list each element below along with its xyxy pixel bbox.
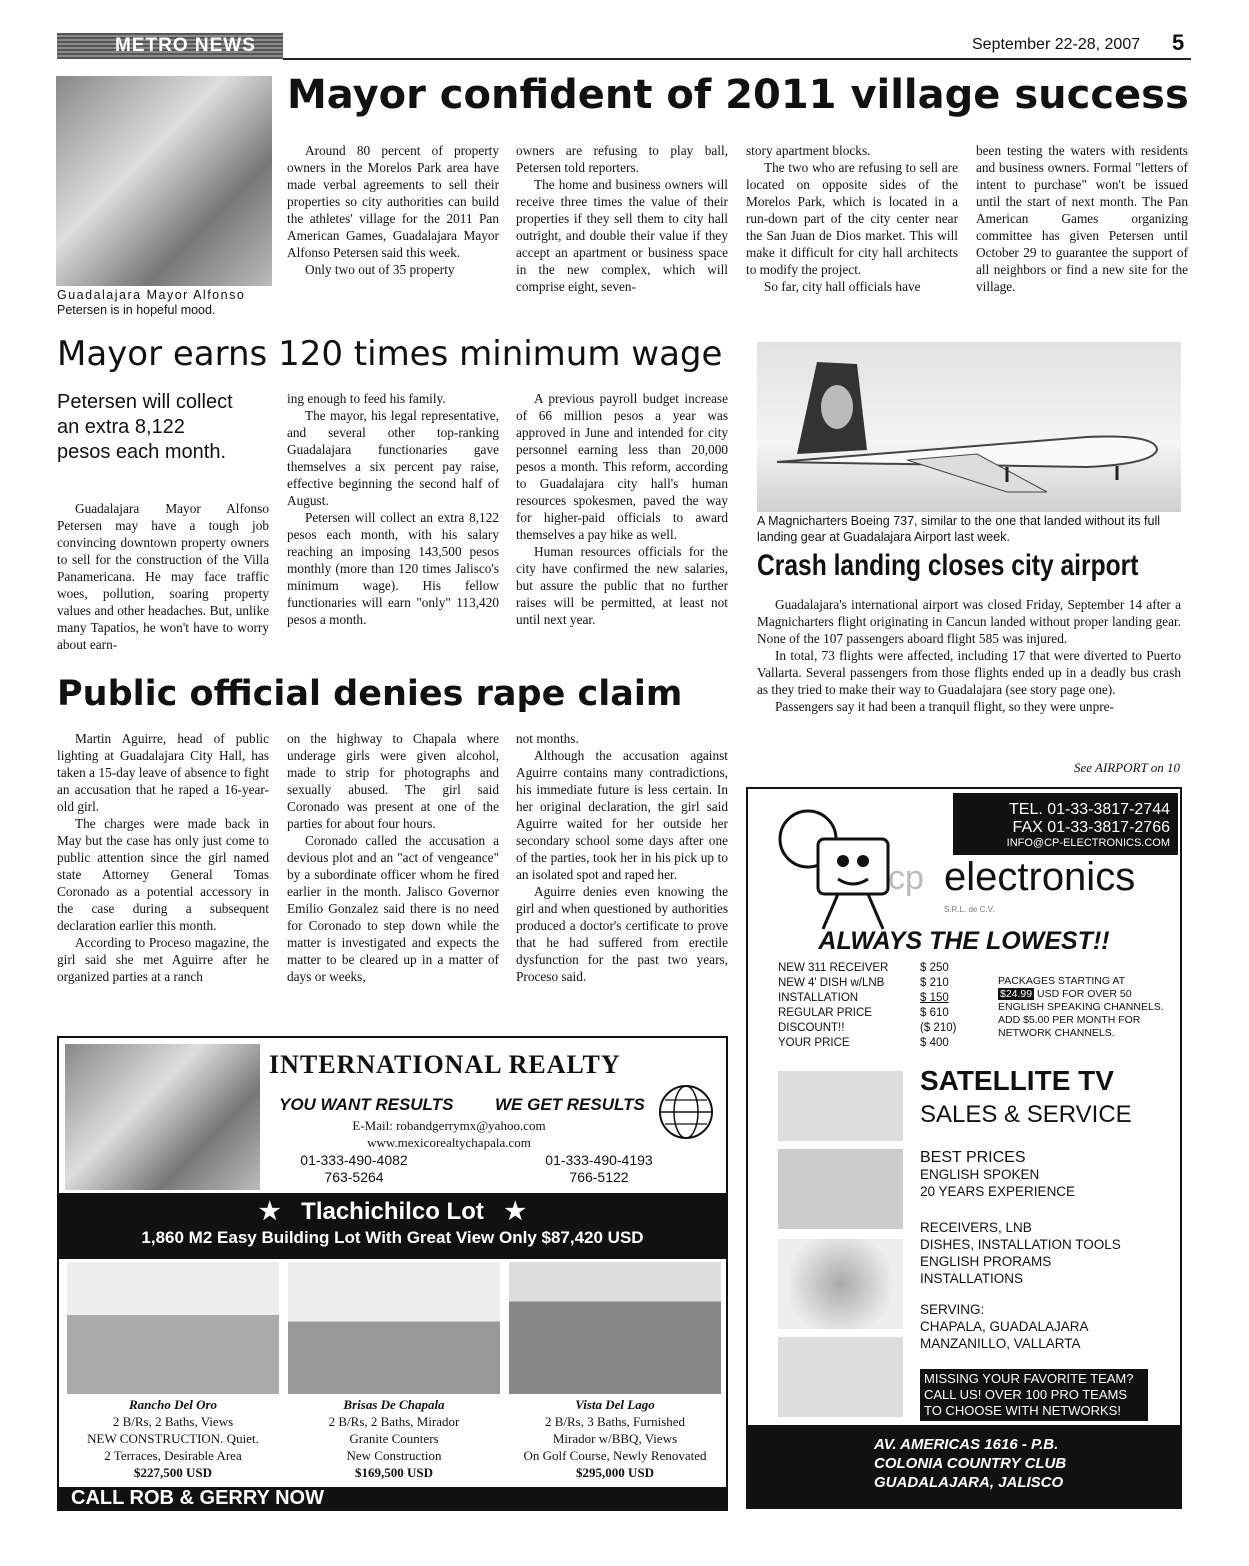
airplane-caption: A Magnicharters Boeing 737, similar to the one that landed without its full landing gear at Guadalajara Airport last week. [757,514,1161,544]
caption-line-2: Petersen is in hopeful mood. [57,303,216,317]
lot-title: Tlachichilco Lot [301,1198,484,1225]
satellite-dish-photo [778,1071,903,1141]
story2-col2: ing enough to feed his family. The mayor, his legal representative, and several other top-ranking Guadalajara functionaries gave themselves a six percent pay raise, effective beginning the second half of August. Petersen will collect an extra 8,122 pesos each month, with his salary reaching an imposing 143,500 pesos monthly (more than 120 times Jalisco's minimum wage). His fellow functionaries will earn "only" 113,420 pesos a month. [287,391,499,627]
airplane-photo [757,342,1181,512]
price-row: NEW 4' DISH w/LNB $ 210 [778,977,949,989]
service-areas: SERVING: CHAPALA, GUADALAJARA MANZANILLO, VALLARTA [920,1302,1089,1351]
story4-body: Guadalajara's international airport was closed Friday, September 14 after a Magnicharters flight originating in Cancun landed without proper landing gear. None of the 107 passengers aboard flight 585 was injured. In total, 73 flights were affected, including 17 that were diverted to Puerto Vallarta. Several passengers from those flights ended up in a deadly bus crash as they tried to make their way to Guadalajara (see story page one). Passengers say it had been a tranquil flight, so they were unpre- [757,597,1181,714]
price-row: DISCOUNT!! ($ 210) [778,1022,957,1034]
address-box: AV. AMERICAS 1616 - P.B. COLONIA COUNTRY CLUB GUADALAJARA, JALISCO [748,1425,1180,1507]
price-list [778,961,978,1051]
phone-1: 01-333-490-4082 763-5264 [300,1152,408,1185]
house-photo-3 [509,1262,721,1394]
cp-email: INFO@CP-ELECTRONICS.COM [1006,837,1170,849]
cp-tagline: ALWAYS THE LOWEST!! [818,927,1110,955]
realty-website: www.mexicorealtychapala.com [367,1135,531,1150]
headline-story2: Mayor earns 120 times minimum wage [57,334,723,374]
story3-col1: Martin Aguirre, head of public lighting at Guadalajara City Hall, has taken a 15-day leave of absence to fight an accusation that he raped a 16-year-old girl. The charges were made back in May but the case has only just come to public attention since the girl named state Attorney General Tomas Coronado as a potential accessory in the case during a subsequent declaration earlier this month. According to Proceso magazine, the girl said she met Aguirre after he organized parties at a ranch [57,731,269,984]
realty-ad [57,1036,728,1511]
dish-photo [778,1239,903,1329]
van-photo [778,1149,903,1229]
contact-box [953,793,1178,855]
photo-caption [57,288,277,318]
airplane-icon [757,342,1181,512]
listing-3: Vista Del Lago 2 B/Rs, 3 Baths, Furnished Mirador w/BBQ, Views On Golf Course, Newly Renovated $295,000 USD [523,1397,707,1480]
cp-brand: electronics [944,855,1136,899]
headline-story3: Public official denies rape claim [57,674,683,714]
story2-col1: Guadalajara Mayor Alfonso Petersen may have a tough job convincing downtown property owners to sell for the construction of the Villa Panamericana. He may face traffic woes, pollution, soaring property values and other headaches. But, unlike many Tapatios, he won't have to worry about earn- [57,501,269,652]
section-banner [57,33,283,59]
slogan-right: WE GET RESULTS [495,1095,645,1114]
story1-col4: been testing the waters with residents and business owners. Formal "letters of intent to purchase" won't be issued until the start of next month. The Pan American Games organizing committee has given Petersen until October 29 to guarantee the support of all neighbors or find a new site for the village. [976,143,1188,294]
realty-email: E-Mail: robandgerrymx@yahoo.com [352,1118,546,1133]
header-rule [283,58,1191,60]
story1-col2: owners are refusing to play ball, Petersen told reporters. The home and business owners will receive three times the value of their properties if they sell them to city hall outright, and double their value if they accept an apartment or business space in the new complex, which will comprise eight, seven- [516,143,728,294]
headline-story4: Crash landing closes city airport [757,549,1139,582]
tools-photo [778,1337,903,1417]
lot-banner [59,1193,726,1259]
issue-date: September 22-28, 2007 [972,36,1141,53]
globe-icon [651,1082,721,1142]
sat-subtitle: SALES & SERVICE [920,1101,1132,1128]
star-icon: ★ [258,1198,281,1225]
headline-story1: Mayor confident of 2011 village success [287,72,1189,118]
fax-number: FAX 01-33-3817-2766 [1012,819,1170,836]
story1-col1: Around 80 percent of property owners in the Morelos Park area have made verbal agreements to sell their properties so city authorities can build the athletes' village for the 2011 Pan American Games, Guadalajara Mayor Alfonso Petersen said this week. Only two out of 35 property [287,143,499,277]
price-row: NEW 311 RECEIVER $ 250 [778,962,949,974]
lot-description: 1,860 M2 Easy Building Lot With Great View Only $87,420 USD [141,1228,644,1247]
story4-jump: See AIRPORT on 10 [1073,760,1180,775]
packages-info: PACKAGES STARTING AT $24.99 USD FOR OVER 50 ENGLISH SPEAKING CHANNELS. ADD $5.00 PER MONTH FOR NETWORK CHANNELS. [998,975,1164,1039]
story2-deck: Petersen will collect an extra 8,122 pesos each month. [57,391,233,463]
slogan-left: YOU WANT RESULTS [279,1095,454,1114]
story1-col3: story apartment blocks. The two who are refusing to sell are located on opposite sides of the Morelos Park, which is located in a run-down part of the city center near the San Juan de Dios market. This will make it difficult for city hall architects to modify the project. So far, city hall officials have [746,143,958,294]
phone-2: 01-333-490-4193 766-5122 [545,1152,653,1185]
price-row: REGULAR PRICE $ 610 [778,1007,949,1019]
caption-line-1: Guadalajara Mayor Alfonso [57,288,246,302]
agents-photo [65,1044,260,1190]
sat-title: SATELLITE TV [920,1065,1114,1096]
call-banner [59,1487,726,1509]
cp-electronics-ad [746,787,1182,1509]
call-cta: CALL ROB & GERRY NOW [71,1487,324,1509]
listing-1: Rancho Del Oro 2 B/Rs, 2 Baths, Views NEW CONSTRUCTION. Quiet. 2 Terraces, Desirable Area $227,500 USD [87,1397,259,1480]
price-row: INSTALLATION $ 150 [778,992,949,1004]
benefits: BEST PRICES ENGLISH SPOKEN 20 YEARS EXPERIENCE [920,1149,1076,1199]
services: RECEIVERS, LNB DISHES, INSTALLATION TOOLS ENGLISH PRORAMS INSTALLATIONS [920,1220,1121,1286]
story2-col3: A previous payroll budget increase of 66 million pesos a year was approved in June and intended for city personnel earning less than 20,000 pesos a month. This reform, according to Guadalajara city hall's human resources spokesmen, paved the way for higher-paid officials to award themselves a pay hike as well. Human resources officials for the city have confirmed the new salaries, but assure the public that no further raises will be permitted, at least not until next year. [516,391,728,627]
mayor-photo [56,76,272,286]
story3-col2: on the highway to Chapala where underage girls were given alcohol, made to strip for photographs and sexually abused. The girl said Coronado was present at one of the parties for about four hours. Coronado called the accusation a devious plot and an "act of vengeance" by a subordinate officer whom he fired earlier in the month. Jalisco Governor Emilio Gonzalez said there is no need for Coronado to step down while the matter is investigated and expects the matter to be cleared up in a matter of days or weeks, [287,731,499,984]
cp-logo-mark: cp [888,859,924,897]
star-icon: ★ [504,1198,527,1225]
house-photo-2 [288,1262,500,1394]
tel-number: TEL. 01-33-3817-2744 [1009,801,1170,818]
story3-col3: not months. Although the accusation against Aguirre contains many contradictions, his immediate future is less certain. In her original declaration, the girl said Aguirre waited for her outside her secondary school some days after one of the parties, took her in his pick up to an isolated spot and raped her. Aguirre denies even knowing the girl and when questioned by authorities produced a doctor's certificate to prove that he had suffered from erectile dysfunction for the past two years, Proceso said. [516,731,728,984]
page-number: 5 [1172,30,1185,55]
teams-box: MISSING YOUR FAVORITE TEAM? CALL US! OVER 100 PRO TEAMS TO CHOOSE WITH NETWORKS! [920,1369,1148,1421]
price-row: YOUR PRICE $ 400 [778,1037,949,1049]
realty-name: INTERNATIONAL REALTY [269,1050,621,1079]
cp-brand-sub: S.R.L. de C.V. [944,905,995,914]
section-label: METRO NEWS [115,35,256,56]
house-photo-1 [67,1262,279,1394]
listing-2: Brisas De Chapala 2 B/Rs, 2 Baths, Mirador Granite Counters New Construction $169,500 USD [328,1397,460,1480]
